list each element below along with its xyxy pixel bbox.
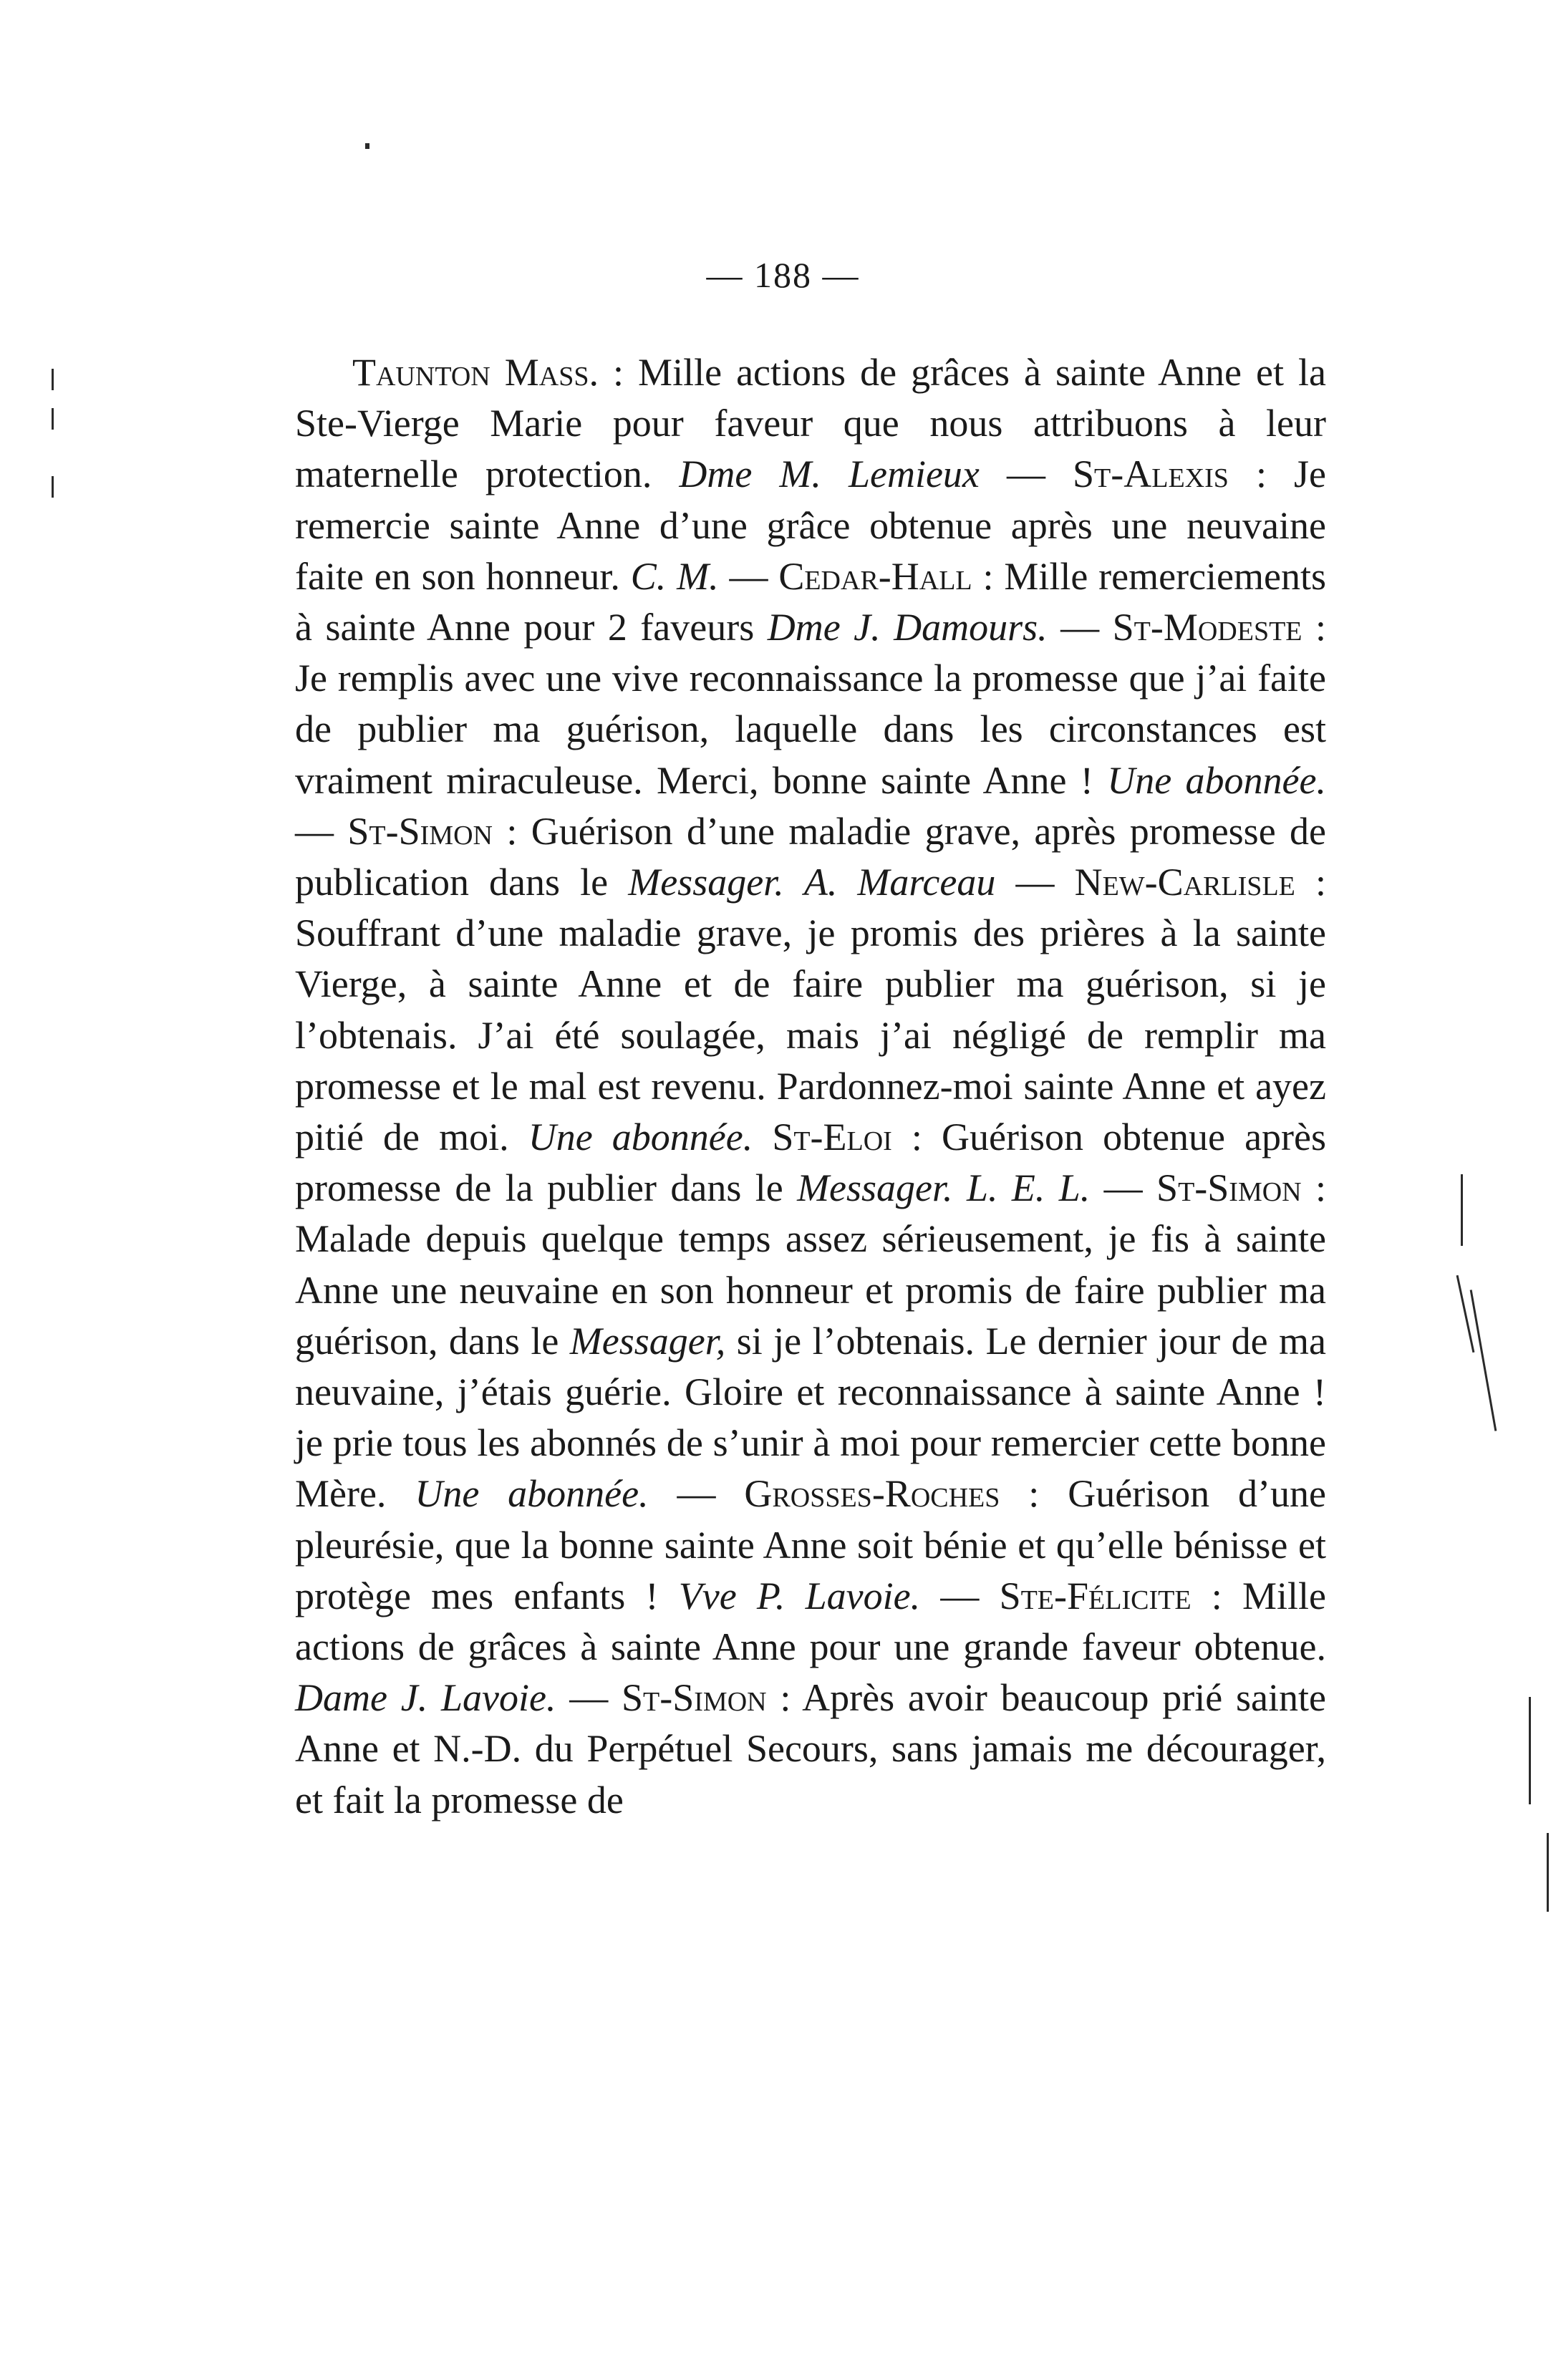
- place-name: New-Carlisle: [1074, 861, 1295, 904]
- place-name: Ste-Félicite: [999, 1574, 1192, 1617]
- place-name: St-Eloi: [772, 1116, 892, 1159]
- signature: Dme J. Damours.: [767, 606, 1048, 649]
- scan-artifact: [1461, 1174, 1463, 1246]
- publication-title: Messager.: [797, 1166, 953, 1210]
- place-name: St-Alexis: [1073, 453, 1229, 496]
- entry-text: : Je remercie sainte Anne d’une grâce obtenue après une neuvaine faite en son honneur.: [295, 453, 1326, 598]
- entry-text: : Guérison d’une maladie grave, après promesse de publication dans le: [295, 809, 1326, 904]
- entry-text: si je l’obtenais. Le dernier jour de ma neuvaine, j’étais guérie. Gloire et reconnaissance à sainte Anne ! je prie tous les abonnés de s’unir à moi pour remercier cette bonne Mère.: [295, 1319, 1327, 1516]
- separator: —: [718, 554, 779, 598]
- scan-artifact: [1470, 1290, 1497, 1431]
- entry-text: : Mille actions de grâces à sainte Anne et la Ste-Vierge Marie pour faveur que nous attribuons à leur maternelle protection.: [295, 351, 1326, 496]
- signature: Une abonnée.: [415, 1472, 649, 1516]
- scan-artifact: [52, 408, 54, 430]
- signature: Une abonnée.: [1107, 758, 1326, 802]
- signature: Une abonnée.: [528, 1116, 753, 1159]
- entry-text: : Souffrant d’une maladie grave, je promis des prières à la sainte Vierge, à sainte Anne et de faire publier ma guérison, si je l’obtenais. J’ai été soulagée, mais j’ai négligé de remplir ma promesse et le mal est revenu. Pardonnez-moi sainte Anne et ayez pitié de moi.: [295, 861, 1326, 1159]
- signature: Vve P. Lavoie.: [678, 1574, 921, 1617]
- place-name: St-Modeste: [1112, 606, 1302, 649]
- scan-artifact: [52, 476, 54, 498]
- signature: L. E. L.: [966, 1166, 1091, 1210]
- entry-text: : Mille actions de grâces à sainte Anne pour une grande faveur obtenue.: [295, 1574, 1326, 1669]
- signature: A. Marceau: [803, 861, 996, 904]
- place-name: Grosses-Roches: [744, 1472, 1000, 1516]
- place-name: St-Simon: [622, 1676, 767, 1720]
- place-name: St-Simon: [1156, 1166, 1302, 1210]
- place-name: Taunton Mass.: [352, 351, 599, 394]
- scan-artifact: [365, 143, 369, 149]
- entry-text: : Je remplis avec une vive reconnaissance la promesse que j’ai faite de publier ma guérison, laquelle dans les circonstances est vraiment miraculeuse. Merci, bonne sainte Anne !: [295, 606, 1327, 802]
- scan-artifact: [1529, 1697, 1531, 1804]
- place-name: Cedar-Hall: [778, 554, 972, 598]
- signature: C. M.: [630, 554, 719, 598]
- separator: —: [979, 453, 1073, 496]
- entry-text: : Guérison d’une pleurésie, que la bonne sainte Anne soit bénie et qu’elle bénisse et protège mes enfants !: [295, 1472, 1327, 1617]
- separator: —: [648, 1472, 745, 1516]
- publication-title: Messager,: [569, 1319, 726, 1363]
- separator: —: [1090, 1166, 1157, 1210]
- separator: —: [556, 1676, 622, 1720]
- signature: Dame J. Lavoie.: [295, 1676, 556, 1720]
- separator: —: [995, 861, 1075, 904]
- separator: —: [295, 809, 348, 853]
- separator: —: [1047, 606, 1113, 649]
- page-number: — 188 —: [706, 255, 860, 295]
- entry-text: : Après avoir beaucoup prié sainte Anne et N.-D. du Perpétuel Secours, sans jamais me décourager, et fait la promesse de: [295, 1676, 1326, 1822]
- signature: Dme M. Lemieux: [679, 453, 980, 496]
- place-name: St-Simon: [347, 809, 493, 853]
- scan-artifact: [1456, 1275, 1475, 1353]
- scan-artifact: [52, 369, 54, 390]
- scan-artifact: [1547, 1833, 1549, 1912]
- separator: —: [920, 1574, 1000, 1617]
- publication-title: Messager.: [628, 861, 784, 904]
- entry-text: : Mille remerciements à sainte Anne pour 2 faveurs: [295, 554, 1327, 649]
- entry-text: : Guérison obtenue après promesse de la publier dans le: [295, 1116, 1327, 1210]
- entry-text: : Malade depuis quelque temps assez sérieusement, je fis à sainte Anne une neuvaine en son honneur et promis de faire publier ma guérison, dans le: [295, 1166, 1327, 1363]
- body-text: [295, 347, 1326, 1826]
